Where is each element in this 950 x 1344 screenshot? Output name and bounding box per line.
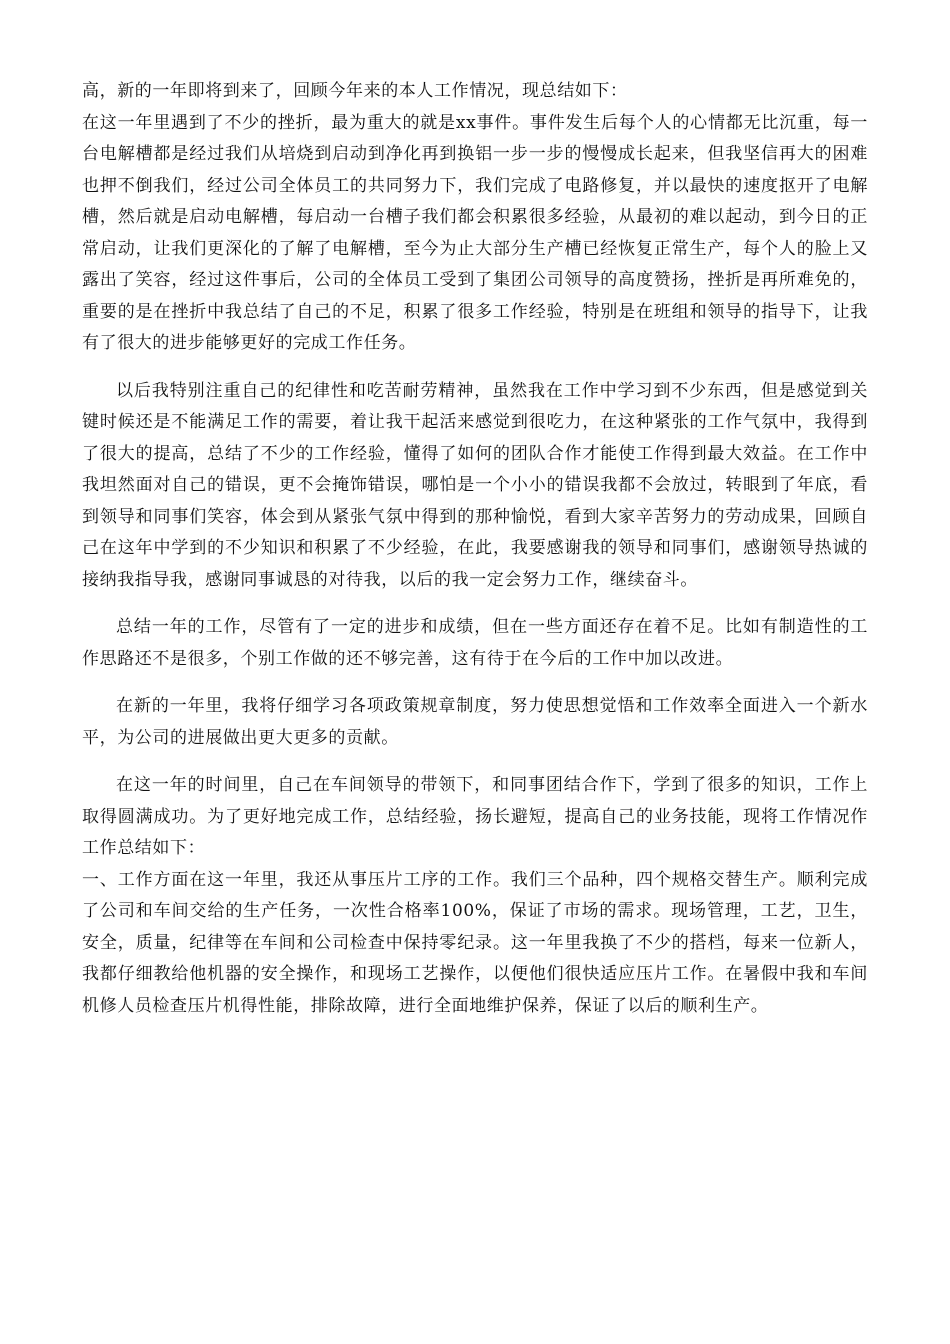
paragraph-setback: 在这一年里遇到了不少的挫折，最为重大的就是xx事件。事件发生后每个人的心情都无比沉重，每一台电解槽都是经过我们从培烧到启动到净化再到换铝一步一步的慢慢成长起来，但我坚信再大的困难也押不倒我们，经过公司全体员工的共同努力下，我们完成了电路修复，并以最快的速度抠开了电解槽，然后就是启动电解槽，每启动一台槽子我们都会积累很多经验，从最初的难以起动，到今日的正常启动，让我们更深化的了解了电解槽，至今为止大部分生产槽已经恢复正常生产，每个人的脸上又露出了笑容，经过这件事后，公司的全体员工受到了集团公司领导的高度赞扬，挫折是再所难免的，重要的是在挫折中我总结了自己的不足，积累了很多工作经验，特别是在班组和领导的指导下，让我有了很大的进步能够更好的完成工作任务。 <box>82 112 868 353</box>
paragraph-discipline: 以后我特别注重自己的纪律性和吃苦耐劳精神，虽然我在工作中学习到不少东西，但是感觉到关键时候还是不能满足工作的需要，着让我干起活来感觉到很吃力，在这种紧张的工作气氛中，我得到了很大的提高，总结了不少的工作经验，懂得了如何的团队合作才能使工作得到最大效益。在工作中我坦然面对自己的错误，更不会掩饰错误，哪怕是一个小小的错误我都不会放过，转眼到了年底，看到领导和同事们笑容，体会到从紧张气氛中得到的那种愉悦，看到大家辛苦努力的劳动成果，回顾自己在这年中学到的不少知识和积累了不少经验，在此，我要感谢我的领导和同事们，感谢领导热诚的接纳我指导我，感谢同事诚恳的对待我，以后的我一定会努力工作，继续奋斗。 <box>82 380 868 590</box>
paragraph-workshop-summary: 在这一年的时间里，自己在车间领导的带领下，和同事团结合作下，学到了很多的知识，工作上取得圆满成功。为了更好地完成工作，总结经验，扬长避短，提高自己的业务技能，现将工作情况作工作总结如下： <box>82 775 868 858</box>
paragraph-new-year: 在新的一年里，我将仔细学习各项政策规章制度，努力使思想觉悟和工作效率全面进入一个新水平，为公司的进展做出更大更多的贡献。 <box>82 696 868 748</box>
paragraph-shortcomings: 总结一年的工作，尽管有了一定的进步和成绩，但在一些方面还存在着不足。比如有制造性的工作思路还不是很多，个别工作做的还不够完善，这有待于在今后的工作中加以改进。 <box>82 617 868 669</box>
document-body <box>82 76 868 1022</box>
paragraph-work-aspects: 一、工作方面在这一年里，我还从事压片工序的工作。我们三个品种，四个规格交替生产。顺利完成了公司和车间交给的生产任务，一次性合格率100%，保证了市场的需求。现场管理，工艺，卫生，安全，质量，纪律等在车间和公司检查中保持零纪录。这一年里我换了不少的搭档，每来一位新人，我都仔细教给他机器的安全操作，和现场工艺操作，以便他们很快适应压片工作。在暑假中我和车间机修人员检查压片机得性能，排除故障，进行全面地维护保养，保证了以后的顺利生产。 <box>82 869 868 1016</box>
paragraph-intro: 高，新的一年即将到来了，回顾今年来的本人工作情况，现总结如下： <box>82 81 628 101</box>
